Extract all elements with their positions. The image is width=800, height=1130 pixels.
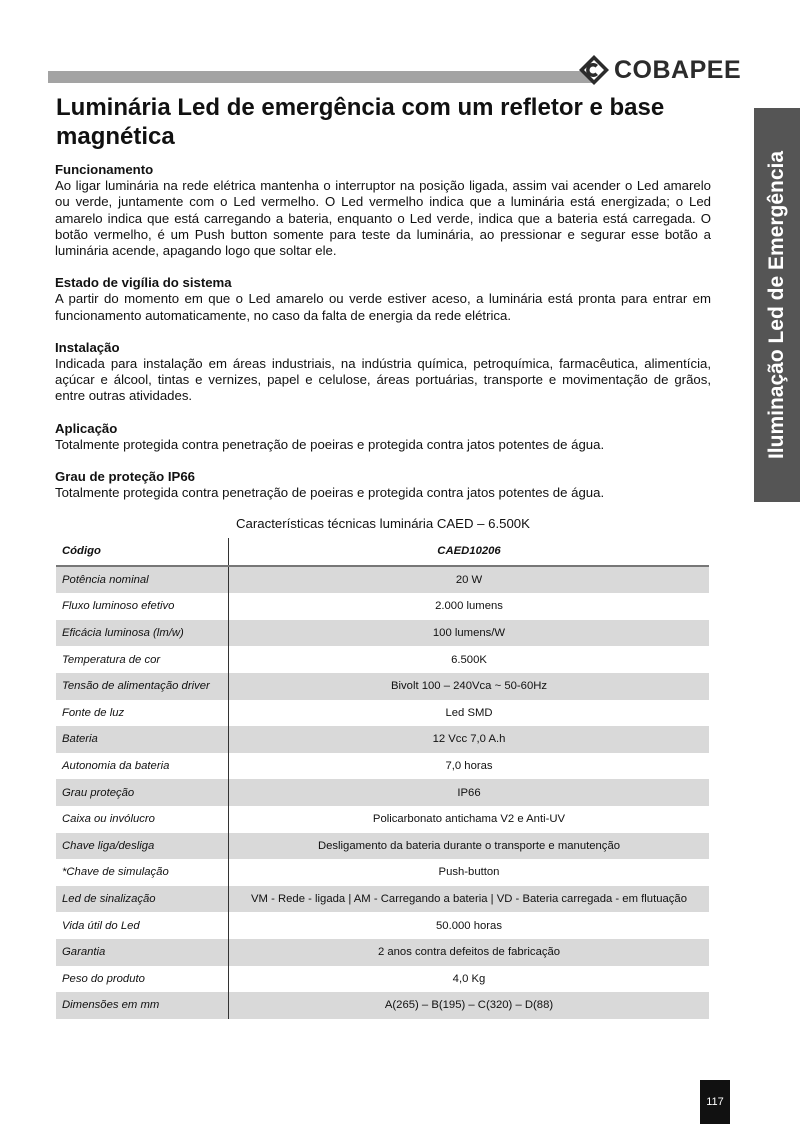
section [55,469,711,501]
table-row [56,753,709,780]
side-tab [754,108,800,502]
row-label: *Chave de simulação [56,859,229,886]
table-row [56,806,709,833]
row-value: 100 lumens/W [229,620,710,647]
row-label: Chave liga/desliga [56,833,229,860]
row-label: Tensão de alimentação driver [56,673,229,700]
row-value: Bivolt 100 – 240Vca ~ 50-60Hz [229,673,710,700]
section-heading: Instalação [55,339,120,355]
header-bar [48,71,596,83]
section-heading: Funcionamento [55,162,154,177]
row-label: Garantia [56,939,229,966]
side-tab-label: Iluminação Led de Emergência [765,150,788,460]
table-row [56,673,709,700]
table-row [56,593,709,620]
row-value: 4,0 Kg [452,972,486,985]
section-text: Ao ligar luminária na rede elétrica mantenha o interruptor na posição ligada, assim vai acender o Led amarelo ou verde, juntamente com o Led vermelho. O Led vermelho indica que a luminária está energizada; o Led amarelo indica que está carregando a bateria, enquanto o Led verde, indica que a bateria está carregada. O botão vermelho, é um Push button somente para teste da luminária, ao pressionar e segurar esse botão a luminária acende, apagando logo que soltar ele. [55,178,711,259]
brand-logo [578,53,741,87]
brand-name: COBAPEE [614,55,742,84]
table-header-label: Código [56,538,229,566]
table-caption: Características técnicas luminária CAED – 6.500K [236,516,530,531]
table-row [56,726,709,753]
description-sections [55,162,711,517]
section-text: A partir do momento em que o Led amarelo ou verde estiver aceso, a luminária está pronta para entrar em funcionamento automaticamente, no caso da falta de energia da rede elétrica. [55,291,711,323]
section [55,162,711,259]
row-value: Desligamento da bateria durante o transporte e manutenção [229,833,710,860]
row-label: Dimensões em mm [56,992,229,1019]
table-row [56,566,709,594]
section-text: Totalmente protegida contra penetração de poeiras e protegida contra jatos potentes de água. [55,436,605,452]
row-label: Peso do produto [56,966,229,993]
row-label: Led de sinalização [56,886,229,913]
row-value: 20 W [229,566,710,594]
row-label: Fluxo luminoso efetivo [56,593,229,620]
row-label: Autonomia da bateria [56,753,229,780]
section-text: Totalmente protegida contra penetração de poeiras e protegida contra jatos potentes de água. [55,485,605,501]
table-row [56,833,709,860]
row-label: Bateria [56,726,229,753]
row-label: Potência nominal [56,566,229,594]
table-row [56,966,709,993]
page-title: Luminária Led de emergência com um refletor e base magnética [56,94,665,150]
row-value: Policarbonato antichama V2 e Anti-UV [372,813,566,826]
row-value: Led SMD [445,706,493,719]
section-heading: Aplicação [55,420,118,436]
row-value: 2.000 lumens [435,600,503,613]
section-text: Indicada para instalação em áreas industriais, na indústria química, petroquímica, farmacêutica, alimentícia, açúcar e álcool, tintas e vernizes, papel e celulose, áreas portuárias, transporte e movimentação de grãos, entre outras atividades. [55,356,711,404]
section [55,421,711,453]
row-value: A(265) – B(195) – C(320) – D(88) [229,992,710,1019]
row-value: 50.000 horas [436,919,502,932]
table-row [56,779,709,806]
page-number: 117 [700,1080,730,1124]
table-row [56,912,709,939]
row-value: 7,0 horas [445,760,493,773]
table-row [56,992,709,1019]
row-label: Grau proteção [56,779,229,806]
table-row [56,859,709,886]
row-label: Vida útil do Led [56,912,229,939]
row-value: IP66 [229,779,710,806]
table-header-value: CAED10206 [229,538,710,566]
row-label: Temperatura de cor [56,646,229,673]
section [55,275,711,324]
row-value: 2 anos contra defeitos de fabricação [229,939,710,966]
row-value: Push-button [438,866,500,879]
table-row [56,646,709,673]
table-header-row [56,538,709,566]
table-row [56,886,709,913]
row-value: 6.500K [451,653,487,666]
row-label: Caixa ou invólucro [56,806,229,833]
table-row [56,939,709,966]
table-row [56,620,709,647]
row-value: VM - Rede - ligada | AM - Carregando a bateria | VD - Bateria carregada - em flutuação [229,886,710,913]
row-label: Eficácia luminosa (lm/w) [56,620,229,647]
specs-table [56,538,709,1019]
section-heading: Estado de vigília do sistema [55,275,232,291]
row-value: 12 Vcc 7,0 A.h [229,726,710,753]
section-heading: Grau de proteção IP66 [55,469,195,485]
table-row [56,700,709,727]
cobapee-logo-icon [578,54,610,86]
row-label: Fonte de luz [56,700,229,727]
section [55,340,711,405]
